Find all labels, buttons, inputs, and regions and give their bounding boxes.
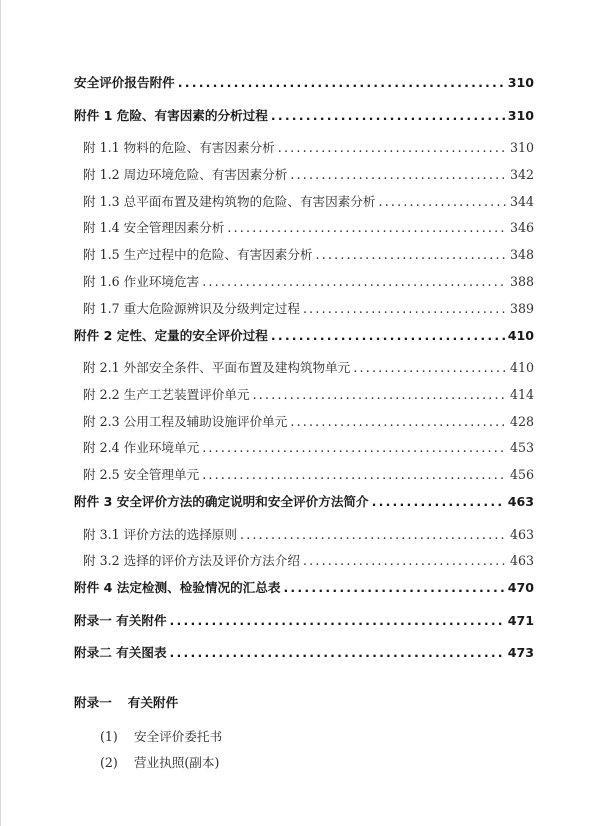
toc-entry-subsection[interactable] (74, 433, 534, 460)
toc-dot-leader (303, 301, 507, 316)
toc-entry-subsection[interactable] (74, 460, 534, 487)
toc-entry-title: 附 1.6 作业环境危害 (83, 273, 200, 289)
toc-page-number: 310 (507, 107, 534, 123)
toc-entry-subsection[interactable] (74, 353, 534, 380)
toc-dot-leader (271, 328, 505, 343)
toc-entry-subsection[interactable] (74, 294, 534, 321)
toc-page-number: 414 (509, 386, 534, 402)
attachment-number: (2) (100, 755, 118, 770)
toc-entry-title: 附 1.4 安全管理因素分析 (83, 220, 225, 236)
toc-entry-title: 附 1.1 物料的危险、有害因素分析 (83, 140, 275, 155)
toc-entry-subsection[interactable] (74, 520, 534, 547)
toc-entry-subsection[interactable] (74, 407, 534, 434)
toc-entry-title: 附 2.3 公用工程及辅助设施评价单元 (83, 413, 288, 429)
toc-entry-subsection[interactable] (74, 160, 534, 187)
toc-page-number: 348 (509, 247, 534, 263)
appendix-label: 附录一 (74, 695, 112, 710)
toc-entry-title: 附 1.2 周边环境危险、有害因素分析 (83, 166, 288, 182)
attachment-item (100, 752, 222, 778)
toc-entry-title: 附件 3 安全评价方法的确定说明和安全评价方法简介 (74, 494, 369, 510)
toc-dot-leader (372, 494, 505, 509)
attachment-list (100, 726, 222, 778)
toc-dot-leader (290, 414, 507, 429)
toc-entry-subsection[interactable] (74, 546, 534, 573)
toc-page-number: 456 (509, 467, 534, 483)
toc-entry-title: 附 2.5 安全管理单元 (83, 467, 200, 483)
toc-entry-section[interactable] (74, 321, 534, 354)
toc-entry-section[interactable] (74, 638, 534, 671)
toc-entry-section[interactable] (74, 573, 534, 606)
toc-entry-title: 附件 2 定性、定量的安全评价过程 (74, 327, 268, 343)
attachment-number: (1) (100, 729, 118, 744)
toc-page-number: 346 (509, 220, 534, 236)
toc-dot-leader (290, 167, 507, 182)
attachment-item (100, 726, 222, 752)
toc-page-number: 410 (507, 327, 534, 343)
page-edge (0, 0, 1, 826)
toc-entry-section[interactable] (74, 606, 534, 639)
table-of-contents (74, 68, 534, 671)
toc-entry-subsection[interactable] (74, 133, 534, 160)
toc-entry-title: 附录二 有关图表 (74, 645, 167, 661)
toc-dot-leader (170, 645, 505, 660)
toc-entry-subsection[interactable] (74, 267, 534, 294)
toc-dot-leader (278, 140, 507, 155)
toc-dot-leader (170, 613, 505, 628)
toc-page-number: 410 (509, 360, 534, 376)
toc-entry-title: 附 1.7 重大危险源辨识及分级判定过程 (83, 300, 300, 316)
toc-dot-leader (379, 194, 507, 209)
toc-dot-leader (316, 247, 507, 262)
toc-dot-leader (240, 527, 507, 542)
toc-dot-leader (271, 108, 505, 123)
toc-entry-title: 附 3.2 选择的评价方法及评价方法介绍 (83, 553, 300, 569)
toc-dot-leader (283, 580, 504, 595)
toc-page-number: 463 (509, 526, 534, 542)
toc-page-number: 388 (509, 273, 534, 289)
toc-entry-title: 安全评价报告附件 (74, 75, 175, 90)
toc-entry-title: 附录一 有关附件 (74, 612, 167, 628)
toc-dot-leader (227, 220, 507, 235)
toc-entry-subsection[interactable] (74, 213, 534, 240)
toc-page-number: 471 (507, 612, 534, 628)
toc-page-number: 342 (509, 166, 534, 182)
attachment-text: 营业执照(副本) (134, 755, 220, 770)
toc-dot-leader (202, 467, 507, 482)
appendix-heading (74, 692, 178, 711)
toc-dot-leader (303, 553, 507, 568)
toc-dot-leader (253, 387, 507, 402)
toc-entry-subsection[interactable] (74, 380, 534, 407)
appendix-title: 有关附件 (127, 695, 179, 710)
toc-entry-section[interactable] (74, 487, 534, 520)
toc-entry-subsection[interactable] (74, 187, 534, 214)
toc-page-number: 344 (509, 193, 534, 209)
toc-dot-leader (202, 274, 507, 289)
toc-page-number: 428 (509, 413, 534, 429)
toc-page-number: 310 (509, 140, 534, 155)
toc-entry-title: 附 1.3 总平面布置及建构筑物的危险、有害因素分析 (83, 193, 376, 209)
toc-dot-leader (178, 75, 505, 90)
toc-entry-subsection[interactable] (74, 240, 534, 267)
toc-page-number: 453 (509, 440, 534, 456)
toc-entry-title: 附 2.4 作业环境单元 (83, 440, 200, 456)
attachment-text: 安全评价委托书 (134, 729, 223, 744)
toc-page-number: 310 (507, 75, 534, 90)
toc-page-number: 463 (509, 553, 534, 569)
toc-page-number: 389 (509, 300, 534, 316)
toc-entry-title: 附 3.1 评价方法的选择原则 (83, 526, 237, 542)
toc-page-number: 463 (507, 494, 534, 510)
toc-entry-title: 附件 4 法定检测、检验情况的汇总表 (74, 580, 281, 596)
toc-entry-title: 附 2.2 生产工艺装置评价单元 (83, 386, 250, 402)
toc-page-number: 470 (507, 580, 534, 596)
toc-dot-leader (353, 360, 507, 375)
toc-dot-leader (202, 440, 507, 455)
toc-page-number: 473 (507, 645, 534, 661)
toc-entry-title: 附件 1 危险、有害因素的分析过程 (74, 107, 268, 123)
toc-entry-section[interactable] (74, 68, 534, 101)
toc-entry-section[interactable] (74, 101, 534, 134)
toc-entry-title: 附 1.5 生产过程中的危险、有害因素分析 (83, 247, 313, 263)
toc-entry-title: 附 2.1 外部安全条件、平面布置及建构筑物单元 (83, 360, 351, 376)
